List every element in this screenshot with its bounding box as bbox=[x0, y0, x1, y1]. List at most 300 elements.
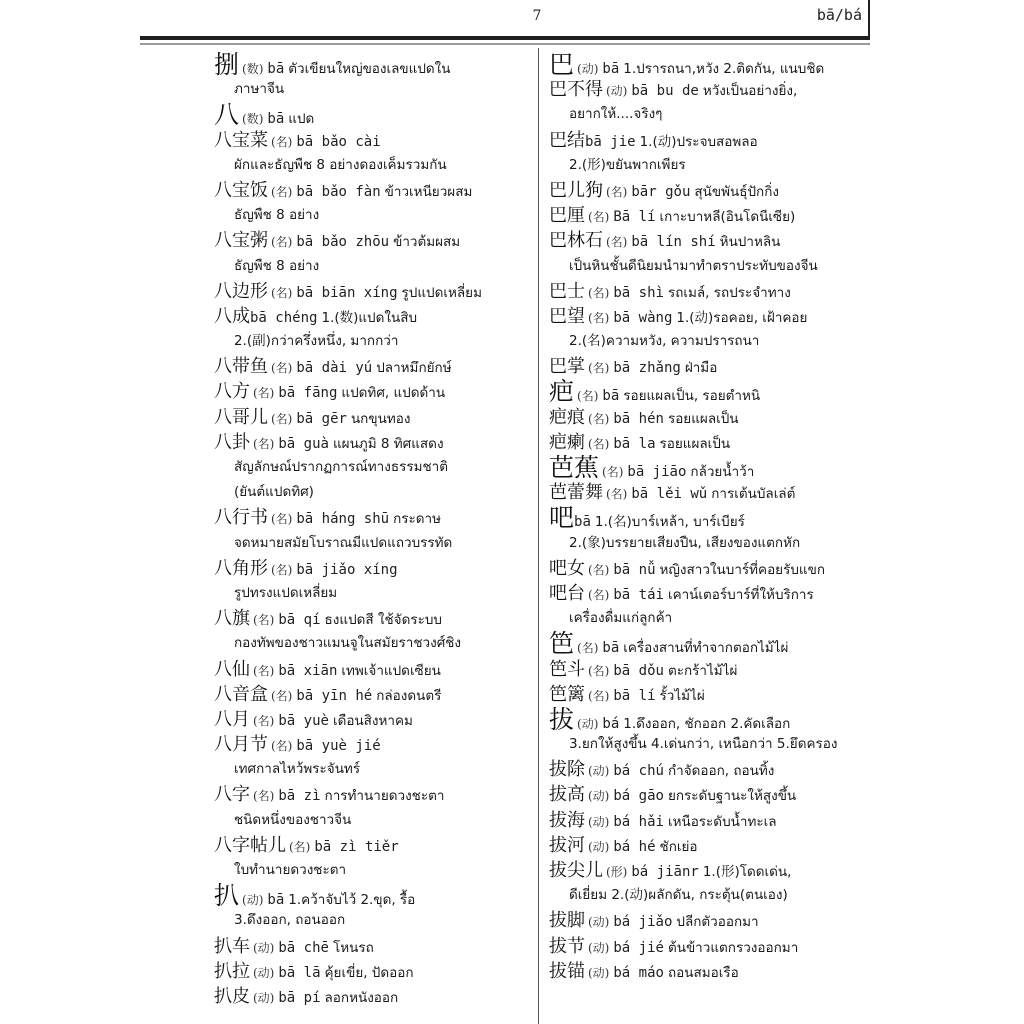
headword: 八宝饭 bbox=[214, 179, 268, 201]
entry-continuation bbox=[549, 329, 879, 354]
entry-line bbox=[214, 379, 534, 404]
thai-definition: กองทัพของชาวแมนจูในสมัยราชวงศ์ชิง bbox=[234, 635, 462, 652]
entry-line bbox=[549, 808, 879, 833]
headword: 八行书 bbox=[214, 507, 268, 529]
thai-definition: การทำนายดวงชะตา bbox=[324, 788, 445, 805]
headword: 拔河 bbox=[549, 834, 585, 856]
thai-definition: กระดาษ bbox=[393, 511, 442, 528]
part-of-speech: (动) bbox=[588, 839, 610, 854]
entry-continuation bbox=[214, 631, 534, 656]
header-vertical-rule bbox=[868, 0, 870, 38]
thai-definition: เทศกาลไหว้พระจันทร์ bbox=[234, 761, 361, 778]
pinyin: bā lā bbox=[278, 964, 321, 981]
entry-line bbox=[549, 503, 879, 533]
entry-continuation bbox=[214, 908, 534, 933]
part-of-speech: (名) bbox=[253, 436, 275, 451]
headword: 八字 bbox=[214, 784, 250, 806]
pinyin: bā lěi wǔ bbox=[631, 486, 708, 503]
thai-definition: 2.(象)บรรยายเสียงปืน, เสียงของแตกหัก bbox=[569, 534, 801, 551]
thai-definition: กำจัดออก, ถอนทิ้ง bbox=[667, 763, 775, 780]
pinyin: bá gāo bbox=[613, 788, 664, 805]
entry-line bbox=[549, 704, 879, 734]
thai-definition: แผนภูมิ 8 ทิศแสดง bbox=[332, 435, 444, 452]
entry-line bbox=[549, 833, 879, 858]
thai-definition: หวังเป็นอย่างยิ่ง, bbox=[702, 83, 798, 100]
headword: 笆篱 bbox=[549, 683, 585, 705]
pinyin: bá chú bbox=[613, 763, 664, 780]
entry-continuation bbox=[214, 153, 534, 178]
part-of-speech: (动) bbox=[253, 990, 275, 1005]
entry-line bbox=[214, 682, 534, 707]
thai-definition: เกาะบาหลี(อินโดนีเซีย) bbox=[659, 209, 796, 226]
part-of-speech: (名) bbox=[271, 285, 293, 300]
entry-line bbox=[549, 581, 879, 606]
thai-definition: กล่องดนตรี bbox=[376, 687, 442, 704]
pinyin: bā qí bbox=[278, 612, 321, 629]
pinyin: Bā lí bbox=[613, 209, 656, 226]
part-of-speech: (动) bbox=[588, 965, 610, 980]
entry-line bbox=[549, 629, 879, 659]
entry-line bbox=[214, 100, 534, 130]
thai-definition: ภาษาจีน bbox=[234, 81, 285, 98]
thai-definition: 2.(名)ความหวัง, ความปรารถนา bbox=[569, 333, 760, 350]
part-of-speech: (名) bbox=[253, 613, 275, 628]
entry-continuation bbox=[214, 581, 534, 606]
pinyin: bā bbox=[602, 640, 620, 657]
thai-definition: คุ้ยเขี่ย, ปัดออก bbox=[324, 964, 414, 981]
pinyin: bā dài yú bbox=[296, 360, 373, 377]
thai-definition: ถอนสมอเรือ bbox=[667, 964, 739, 981]
pinyin: bā dǒu bbox=[613, 662, 664, 679]
headword: 拔高 bbox=[549, 784, 585, 806]
header-rule bbox=[140, 36, 870, 40]
part-of-speech: (名) bbox=[588, 587, 610, 602]
pinyin: bā bbox=[602, 61, 620, 77]
headword: 巴 bbox=[549, 52, 575, 79]
thai-definition: (ยันต์แปดทิศ) bbox=[234, 484, 314, 501]
thai-definition: 1.คว้าจับไว้ 2.ขุด, รื้อ bbox=[288, 892, 416, 909]
headword: 吧台 bbox=[549, 582, 585, 604]
pinyin: bā zì bbox=[278, 788, 321, 805]
part-of-speech: (名) bbox=[588, 562, 610, 577]
thai-definition: ชนิดหนึ่งของชาวจีน bbox=[234, 811, 352, 828]
thai-definition: รอยแผลเป็น bbox=[667, 410, 739, 427]
entry-line bbox=[214, 505, 534, 530]
headword: 巴不得 bbox=[549, 79, 603, 101]
entry-continuation bbox=[549, 531, 879, 556]
headword: 八带鱼 bbox=[214, 356, 268, 378]
entry-line bbox=[214, 934, 534, 959]
thai-definition: หญิงสาวในบาร์ที่คอยรับแขก bbox=[659, 561, 826, 578]
thai-definition: 1.(数)แปดในสิบ bbox=[321, 309, 418, 326]
part-of-speech: (名) bbox=[271, 562, 293, 577]
part-of-speech: (名) bbox=[253, 386, 275, 401]
entry-continuation bbox=[214, 858, 534, 883]
pinyin: bā bbox=[602, 388, 620, 405]
pinyin: bá jiǎo bbox=[613, 914, 673, 931]
entry-line bbox=[214, 606, 534, 631]
part-of-speech: (名) bbox=[271, 184, 293, 199]
thai-definition: เครื่องสานที่ทำจากตอกไม้ไผ่ bbox=[623, 640, 789, 657]
entry-line bbox=[214, 178, 534, 203]
pinyin: bā shì bbox=[613, 284, 664, 301]
headword: 八 bbox=[214, 100, 240, 130]
thai-definition: รั้วไม้ไผ่ bbox=[659, 687, 705, 704]
part-of-speech: (名) bbox=[588, 310, 610, 325]
thai-definition: 3.ดึงออก, ถอนออก bbox=[234, 912, 346, 929]
entry-line bbox=[549, 782, 879, 807]
pinyin: bā bǎo zhōu bbox=[296, 234, 390, 251]
pinyin: bā wàng bbox=[613, 309, 673, 326]
entry-line bbox=[214, 657, 534, 682]
part-of-speech: (名) bbox=[271, 361, 293, 376]
thai-definition: รูปแปดเหลี่ยม bbox=[401, 284, 482, 301]
pinyin: bā bbox=[574, 514, 591, 531]
entry-line bbox=[549, 959, 879, 984]
pinyin: bā bǎo fàn bbox=[296, 183, 381, 200]
part-of-speech: (动) bbox=[588, 789, 610, 804]
headword: 巴厘 bbox=[549, 205, 585, 227]
pinyin: bā zì tiěr bbox=[314, 838, 399, 855]
headword: 拔脚 bbox=[549, 910, 585, 932]
pinyin: bā tái bbox=[613, 586, 664, 603]
headword: 笆斗 bbox=[549, 658, 585, 680]
pinyin: bá hǎi bbox=[613, 813, 664, 830]
part-of-speech: (数) bbox=[242, 62, 264, 76]
thai-definition: ใบทำนายดวงชะตา bbox=[234, 862, 347, 878]
entry-continuation bbox=[214, 808, 534, 833]
page-number: 7 bbox=[532, 8, 542, 24]
pinyin: bā la bbox=[613, 435, 656, 452]
thai-definition: ฝ่ามือ bbox=[684, 360, 718, 377]
entry-line bbox=[549, 279, 879, 304]
pinyin: bá máo bbox=[613, 964, 664, 981]
thai-definition: ต้นข้าวแตกรวงออกมา bbox=[667, 939, 799, 956]
part-of-speech: (名) bbox=[588, 411, 610, 426]
entry-line bbox=[214, 782, 534, 807]
entry-line bbox=[214, 707, 534, 732]
entry-continuation bbox=[549, 883, 879, 908]
part-of-speech: (名) bbox=[602, 465, 624, 479]
headword: 拔节 bbox=[549, 935, 585, 957]
headword: 吧女 bbox=[549, 557, 585, 579]
part-of-speech: (名) bbox=[588, 210, 610, 225]
headword: 扒皮 bbox=[214, 985, 250, 1007]
entry-line bbox=[214, 354, 534, 379]
entry-line bbox=[549, 757, 879, 782]
entry-line bbox=[214, 732, 534, 757]
thai-definition: หินปาหลิน bbox=[719, 234, 781, 251]
headword: 拔锚 bbox=[549, 960, 585, 982]
part-of-speech: (名) bbox=[271, 688, 293, 703]
part-of-speech: (名) bbox=[588, 436, 610, 451]
pinyin: bār gǒu bbox=[631, 183, 691, 200]
thai-definition: 1.ปรารถนา,หวัง 2.ติดกัน, แนบชิด bbox=[623, 61, 825, 77]
part-of-speech: (动) bbox=[588, 915, 610, 930]
thai-definition: กล้วยน้ำว้า bbox=[690, 464, 755, 480]
pinyin: bā bu de bbox=[631, 83, 699, 100]
headword: 拔除 bbox=[549, 759, 585, 781]
entry-line bbox=[549, 908, 879, 933]
headword: 扒 bbox=[214, 881, 240, 911]
headword: 八月 bbox=[214, 708, 250, 730]
headword: 八宝菜 bbox=[214, 129, 268, 151]
entry-line bbox=[549, 480, 879, 505]
entry-line bbox=[549, 934, 879, 959]
guide-word: bā/bá bbox=[816, 6, 862, 24]
pinyin: bā yuè bbox=[278, 712, 329, 729]
entry-continuation bbox=[214, 480, 534, 505]
entry-line bbox=[549, 556, 879, 581]
part-of-speech: (名) bbox=[588, 361, 610, 376]
headword: 芭蕾舞 bbox=[549, 482, 603, 504]
thai-definition: รอยแผลเป็น bbox=[659, 435, 731, 452]
pinyin: bā yuè jié bbox=[296, 738, 381, 755]
pinyin: bā pí bbox=[278, 989, 321, 1006]
thai-definition: รถเมล์, รถประจำทาง bbox=[667, 284, 791, 301]
entry-line bbox=[214, 304, 534, 329]
thai-definition: เดือนสิงหาคม bbox=[332, 712, 413, 729]
pinyin: bā bbox=[267, 892, 285, 909]
entry-continuation bbox=[214, 254, 534, 279]
part-of-speech: (动) bbox=[253, 965, 275, 980]
thai-definition: 3.ยกให้สูงขึ้น 4.เด่นกว่า, เหนือกว่า 5.ยึดครอง bbox=[569, 736, 838, 753]
thai-definition: 1.(动)รอคอย, เฝ้าคอย bbox=[676, 309, 808, 326]
thai-definition: ปลีกตัวออกมา bbox=[676, 914, 759, 931]
pinyin: bā fāng bbox=[278, 385, 338, 402]
part-of-speech: (名) bbox=[289, 839, 311, 854]
thai-definition: ดีเยี่ยม 2.(动)ผลักดัน, กระตุ้น(ตนเอง) bbox=[569, 887, 788, 904]
headword: 捌 bbox=[214, 52, 240, 79]
pinyin: bā biān xíng bbox=[296, 284, 398, 301]
part-of-speech: (名) bbox=[271, 411, 293, 426]
pinyin: bā xiān bbox=[278, 662, 338, 679]
entry-continuation bbox=[549, 606, 879, 631]
headword: 拔 bbox=[549, 704, 575, 734]
thai-definition: ชักเย่อ bbox=[659, 838, 698, 855]
entry-line bbox=[214, 984, 534, 1009]
part-of-speech: (名) bbox=[253, 713, 275, 728]
thai-definition: รอยแผลเป็น, รอยตำหนิ bbox=[623, 388, 761, 405]
part-of-speech: (名) bbox=[271, 512, 293, 527]
headword: 巴掌 bbox=[549, 356, 585, 378]
entry-line bbox=[214, 279, 534, 304]
thai-definition: เหนือระดับน้ำทะเล bbox=[667, 813, 777, 830]
thai-definition: เป็นหินชั้นดีนิยมนำมาทำตราประทับของจีน bbox=[569, 257, 818, 274]
thai-definition: ตะกร้าไม้ไผ่ bbox=[667, 662, 738, 679]
headword: 八卦 bbox=[214, 431, 250, 453]
entry-line bbox=[549, 430, 879, 455]
entry-continuation bbox=[214, 203, 534, 228]
entry-line bbox=[214, 881, 534, 911]
thai-definition: แปด bbox=[288, 111, 315, 128]
headword: 巴士 bbox=[549, 280, 585, 302]
pinyin: bā jie bbox=[585, 133, 636, 150]
headword: 笆 bbox=[549, 629, 575, 659]
entry-line bbox=[549, 405, 879, 430]
entry-continuation bbox=[549, 102, 879, 127]
entry-line bbox=[549, 354, 879, 379]
headword: 吧 bbox=[549, 503, 575, 533]
part-of-speech: (动) bbox=[242, 893, 264, 908]
thai-definition: ปลาหมึกยักษ์ bbox=[376, 360, 452, 377]
entry-line bbox=[214, 556, 534, 581]
part-of-speech: (名) bbox=[606, 184, 628, 199]
part-of-speech: (数) bbox=[242, 112, 264, 127]
entry-line bbox=[214, 228, 534, 253]
thai-definition: ธัญพืช 8 อย่าง bbox=[234, 207, 320, 224]
pinyin: bā hén bbox=[613, 410, 664, 427]
headword: 八字帖儿 bbox=[214, 834, 286, 856]
part-of-speech: (名) bbox=[577, 641, 599, 656]
headword: 八旗 bbox=[214, 608, 250, 630]
headword: 扒拉 bbox=[214, 960, 250, 982]
part-of-speech: (形) bbox=[606, 865, 628, 879]
thai-definition: เครื่องดื่มแก่ลูกค้า bbox=[569, 610, 673, 627]
headword: 芭蕉 bbox=[549, 453, 600, 482]
part-of-speech: (动) bbox=[253, 940, 275, 955]
entry-continuation bbox=[214, 757, 534, 782]
entry-continuation bbox=[214, 531, 534, 556]
thai-definition: 1.(动)ประจบสอพลอ bbox=[639, 133, 758, 150]
entry-line bbox=[549, 682, 879, 707]
entry-line bbox=[214, 405, 534, 430]
pinyin: bā gēr bbox=[296, 410, 347, 427]
headword: 巴望 bbox=[549, 305, 585, 327]
headword: 拔海 bbox=[549, 809, 585, 831]
entry-line bbox=[549, 858, 879, 883]
pinyin: bā chē bbox=[278, 939, 329, 956]
part-of-speech: (名) bbox=[271, 739, 293, 754]
part-of-speech: (动) bbox=[577, 716, 599, 731]
part-of-speech: (动) bbox=[588, 940, 610, 955]
part-of-speech: (名) bbox=[577, 389, 599, 404]
part-of-speech: (动) bbox=[606, 84, 628, 99]
pinyin: bá jié bbox=[613, 939, 664, 956]
pinyin: bā bbox=[267, 61, 285, 77]
entry-line bbox=[549, 52, 879, 77]
entry-line bbox=[549, 203, 879, 228]
pinyin: bā háng shū bbox=[296, 511, 390, 528]
part-of-speech: (名) bbox=[606, 487, 628, 502]
entry-line bbox=[549, 455, 879, 480]
part-of-speech: (名) bbox=[588, 663, 610, 678]
headword: 巴结 bbox=[549, 129, 585, 151]
thai-definition: อยากให้....จริงๆ bbox=[569, 106, 663, 123]
thai-definition: 1.(名)บาร์เหล้า, บาร์เบียร์ bbox=[594, 514, 745, 531]
entry-continuation bbox=[214, 329, 534, 354]
headword: 八角形 bbox=[214, 557, 268, 579]
column-divider bbox=[538, 48, 539, 1024]
pinyin: bā jiǎo xíng bbox=[296, 561, 398, 578]
thai-definition: โหนรถ bbox=[332, 939, 374, 956]
entry-continuation bbox=[214, 455, 534, 480]
pinyin: bā yīn hé bbox=[296, 687, 373, 704]
part-of-speech: (名) bbox=[271, 235, 293, 250]
pinyin: bá hé bbox=[613, 838, 656, 855]
thai-definition: ยกระดับฐานะให้สูงขึ้น bbox=[667, 788, 797, 805]
part-of-speech: (名) bbox=[253, 663, 275, 678]
pinyin: bā guà bbox=[278, 435, 329, 452]
entry-continuation bbox=[549, 732, 879, 757]
headword: 八哥儿 bbox=[214, 406, 268, 428]
thai-definition: ข้าวเหนียวผสม bbox=[384, 183, 473, 200]
thai-definition: 2.(形)ขยันพากเพียร bbox=[569, 156, 686, 173]
headword: 疤痕 bbox=[549, 406, 585, 428]
entry-continuation bbox=[549, 153, 879, 178]
headword: 八方 bbox=[214, 381, 250, 403]
thai-definition: สัญลักษณ์ปรากฏการณ์ทางธรรมชาติ bbox=[234, 459, 449, 475]
thai-definition: จดหมายสมัยโบราณมีแปดแถวบรรทัด bbox=[234, 534, 453, 551]
pinyin: bā bbox=[267, 111, 285, 128]
thai-definition: เคาน์เตอร์บาร์ที่ให้บริการ bbox=[667, 586, 814, 603]
part-of-speech: (名) bbox=[253, 789, 275, 804]
entry-line bbox=[549, 228, 879, 253]
headword: 八宝粥 bbox=[214, 230, 268, 252]
entry-line bbox=[549, 128, 879, 153]
part-of-speech: (名) bbox=[588, 285, 610, 300]
pinyin: bā chéng bbox=[250, 309, 318, 326]
left-column bbox=[214, 52, 534, 1024]
entry-line bbox=[549, 304, 879, 329]
headword: 巴林石 bbox=[549, 230, 603, 252]
entry-line bbox=[214, 959, 534, 984]
part-of-speech: (名) bbox=[606, 235, 628, 250]
part-of-speech: (名) bbox=[271, 134, 293, 149]
thai-definition: ธัญพืช 8 อย่าง bbox=[234, 257, 320, 274]
thai-definition: ข้าวต้มผสม bbox=[393, 234, 461, 251]
entry-line bbox=[214, 833, 534, 858]
thai-definition: เทพเจ้าแปดเซียน bbox=[341, 662, 441, 679]
pinyin: bā zhǎng bbox=[613, 360, 681, 377]
part-of-speech: (动) bbox=[577, 62, 599, 76]
thai-definition: ลอกหนังออก bbox=[324, 989, 399, 1006]
entry-continuation bbox=[214, 77, 534, 102]
entry-line bbox=[549, 77, 879, 102]
pinyin: bá bbox=[602, 715, 620, 732]
thai-definition: แปดทิศ, แปดด้าน bbox=[341, 385, 446, 402]
pinyin: bā bǎo cài bbox=[296, 133, 381, 150]
thai-definition: นกขุนทอง bbox=[350, 410, 411, 427]
entry-line bbox=[549, 657, 879, 682]
entry-line bbox=[549, 377, 879, 407]
entry-line bbox=[214, 128, 534, 153]
thai-definition: 2.(副)กว่าครึ่งหนึ่ง, มากกว่า bbox=[234, 333, 399, 350]
headword: 扒车 bbox=[214, 935, 250, 957]
thai-definition: 1.(形)โดดเด่น, bbox=[702, 864, 792, 880]
header-rule-thin bbox=[140, 43, 870, 45]
thai-definition: ธงแปดสี ใช้จัดระบบ bbox=[324, 612, 443, 629]
thai-definition: 1.ดึงออก, ชักออก 2.คัดเลือก bbox=[623, 715, 791, 732]
thai-definition: ตัวเขียนใหญ่ของเลขแปดใน bbox=[288, 61, 451, 77]
part-of-speech: (动) bbox=[588, 814, 610, 829]
headword: 疤 bbox=[549, 377, 575, 407]
thai-definition: ผักและธัญพืช 8 อย่างดองเค็มรวมกัน bbox=[234, 156, 447, 173]
part-of-speech: (名) bbox=[588, 688, 610, 703]
entry-line bbox=[214, 430, 534, 455]
pinyin: bā lí bbox=[613, 687, 656, 704]
right-column bbox=[549, 52, 879, 1024]
thai-definition: สุนัขพันธุ์ปักกิ่ง bbox=[694, 183, 779, 200]
headword: 疤瘌 bbox=[549, 431, 585, 453]
entry-line bbox=[214, 52, 534, 77]
pinyin: bā lín shí bbox=[631, 234, 716, 251]
headword: 八仙 bbox=[214, 658, 250, 680]
headword: 八成 bbox=[214, 305, 250, 327]
pinyin: bā nǚ bbox=[613, 561, 656, 578]
thai-definition: รูปทรงแปดเหลี่ยม bbox=[234, 584, 338, 601]
headword: 拔尖儿 bbox=[549, 860, 603, 881]
